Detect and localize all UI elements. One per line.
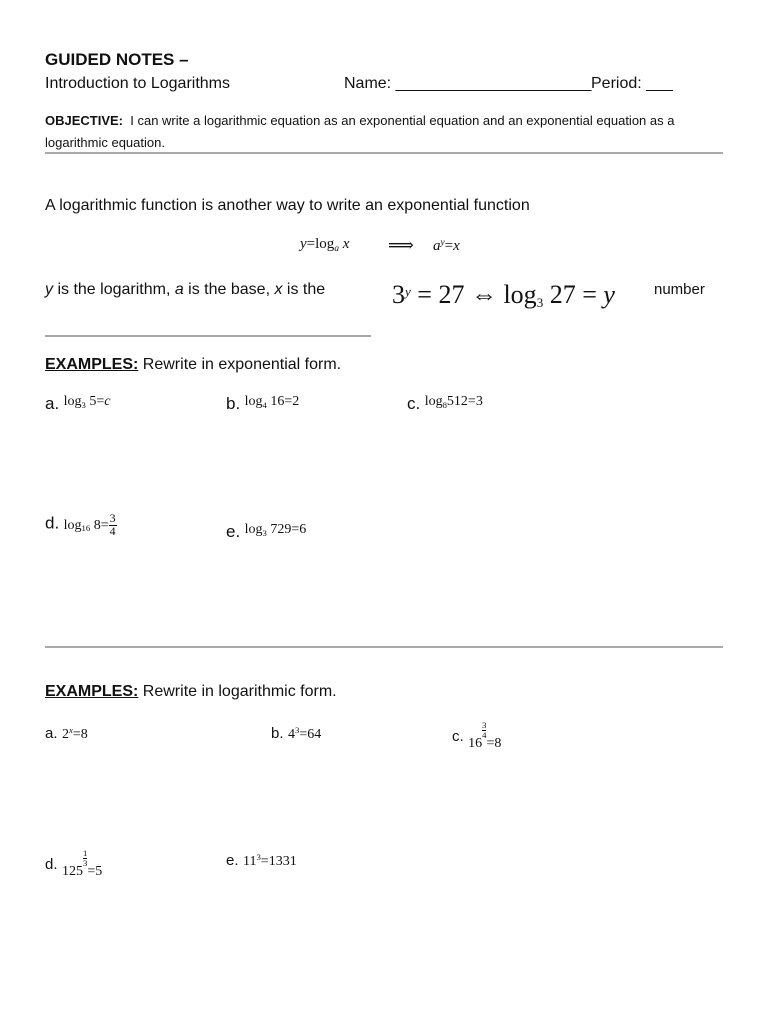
section-exponential-heading: EXAMPLES: Rewrite in exponential form. bbox=[45, 356, 342, 373]
exponent-fraction: $\frac{1}{3}$ bbox=[82, 848, 88, 869]
objective-label: OBJECTIVE: bbox=[45, 113, 124, 128]
log-example-e: e. $11^3=1331$ bbox=[226, 852, 297, 869]
name-label: Name: bbox=[344, 75, 392, 92]
implies-arrow-icon: ⟹ bbox=[388, 235, 414, 255]
divider-3 bbox=[45, 646, 723, 648]
divider-1 bbox=[45, 152, 723, 154]
exp-example-c: c. $\log_8512=3$ bbox=[407, 394, 483, 413]
period-field[interactable] bbox=[591, 75, 673, 93]
definition-log-form: $y=\log_a$ x bbox=[300, 236, 350, 254]
log-example-c: c. 16 $\frac{3}{4}$ =8 bbox=[452, 720, 502, 751]
definition-exp-form: $a^y=x$ bbox=[433, 237, 460, 254]
name-blank: ______________________ bbox=[395, 75, 592, 92]
period-label: Period: bbox=[591, 75, 642, 92]
fraction: $\frac{3}{4}$ bbox=[109, 511, 116, 538]
page-title: GUIDED NOTES – bbox=[45, 50, 189, 69]
exp-example-e: e. $\log_3 729=6$ bbox=[226, 522, 307, 541]
objective bbox=[45, 110, 735, 154]
section-logarithmic-heading: EXAMPLES: Rewrite in logarithmic form. bbox=[45, 683, 337, 700]
log-example-a: a. $2^x=8$ bbox=[45, 725, 88, 742]
exp-example-d: d. $\log_{16} 8=$ $\frac{3}{4}$ bbox=[45, 511, 116, 538]
divider-2 bbox=[45, 335, 371, 337]
worked-example: 3$^y$ = 27 ⇔ $\log_3 27 = y$ bbox=[392, 280, 615, 311]
page-subtitle: Introduction to Logarithms bbox=[45, 75, 230, 92]
exp-example-b: b. $\log_4 16=2$ bbox=[226, 394, 300, 413]
description-number: number bbox=[654, 281, 705, 298]
period-blank: ___ bbox=[646, 75, 673, 92]
log-example-b: b. $4^3=64$ bbox=[271, 725, 322, 742]
intro-sentence: A logarithmic function is another way to write an exponential function bbox=[45, 197, 530, 214]
definition-description: y is the logarithm, a is the base, x is the bbox=[45, 281, 326, 298]
exp-example-a: a. $\log_3 5=c$ bbox=[45, 394, 111, 413]
name-field[interactable] bbox=[344, 75, 591, 93]
exponent-fraction: $\frac{3}{4}$ bbox=[482, 720, 487, 741]
log-example-d: d. 125 $\frac{1}{3}$ =5 bbox=[45, 848, 103, 879]
objective-text: I can write a logarithmic equation as an exponential equation and an exponential equation as a bbox=[130, 113, 675, 128]
objective-text-2: logarithmic equation. bbox=[45, 135, 165, 150]
